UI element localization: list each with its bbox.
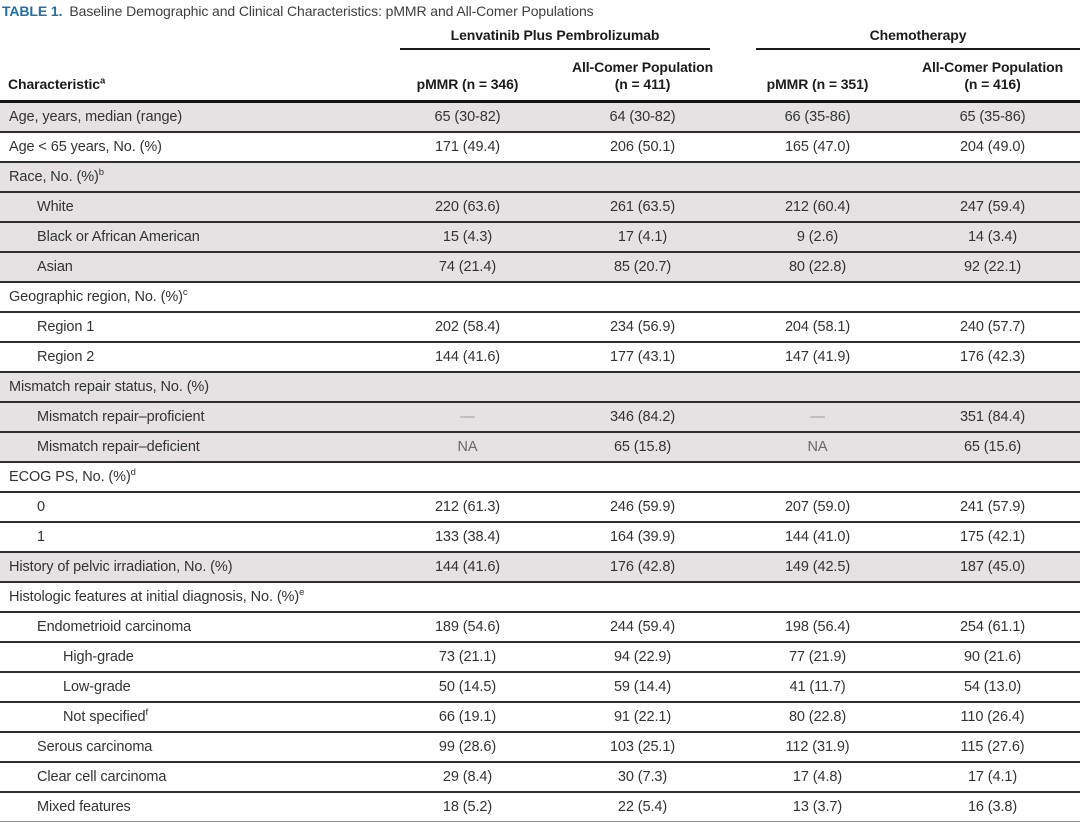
row-value: 204 (49.0) [905,132,1080,162]
column-header-allcomer-chemo: All-Comer Population (n = 416) [905,50,1080,102]
table-row [0,312,1080,342]
table-row [0,192,1080,222]
row-value: 17 (4.1) [905,762,1080,792]
row-value: 234 (56.9) [555,312,730,342]
row-value: 16 (3.8) [905,792,1080,822]
row-label: Region 1 [0,312,380,342]
row-value: 22 (5.4) [555,792,730,822]
row-value: 17 (4.1) [555,222,730,252]
row-value: 204 (58.1) [730,312,905,342]
table-row [0,342,1080,372]
row-value: NA [380,432,555,462]
table-row [0,402,1080,432]
row-value: 212 (61.3) [380,492,555,522]
row-value [905,372,1080,402]
table-row [0,522,1080,552]
footnote-marker: f [145,706,149,718]
row-value: 91 (22.1) [555,702,730,732]
row-value: 103 (25.1) [555,732,730,762]
row-value: 92 (22.1) [905,252,1080,282]
row-value: 261 (63.5) [555,192,730,222]
row-value: 212 (60.4) [730,192,905,222]
group-header-lenvatinib: Lenvatinib Plus Pembrolizumab [400,27,710,50]
row-value: 144 (41.0) [730,522,905,552]
table-row [0,582,1080,612]
row-value: 41 (11.7) [730,672,905,702]
row-label: Endometrioid carcinoma [0,612,380,642]
table-header [0,23,1080,102]
row-label: Mismatch repair–proficient [0,402,380,432]
table-row [0,732,1080,762]
row-value: 65 (15.6) [905,432,1080,462]
footnote-marker: e [299,586,305,598]
row-value [555,162,730,192]
table-body [0,102,1080,822]
row-value: 65 (35-86) [905,102,1080,132]
row-value: 147 (41.9) [730,342,905,372]
row-label: Low-grade [0,672,380,702]
row-value: — [730,402,905,432]
row-value: 50 (14.5) [380,672,555,702]
table-row [0,462,1080,492]
row-value: 176 (42.8) [555,552,730,582]
row-value: 94 (22.9) [555,642,730,672]
table-row [0,642,1080,672]
row-value: 66 (19.1) [380,702,555,732]
row-value: 149 (42.5) [730,552,905,582]
row-value: 9 (2.6) [730,222,905,252]
row-value: 177 (43.1) [555,342,730,372]
row-value [380,162,555,192]
row-value [905,462,1080,492]
table-row [0,372,1080,402]
row-value: 115 (27.6) [905,732,1080,762]
table-row [0,162,1080,192]
table-title [0,3,1080,20]
table-row [0,132,1080,162]
row-value: 77 (21.9) [730,642,905,672]
row-label: Mixed features [0,792,380,822]
row-value: 144 (41.6) [380,552,555,582]
table-row [0,492,1080,522]
row-value: 144 (41.6) [380,342,555,372]
row-label: 1 [0,522,380,552]
row-value: 220 (63.6) [380,192,555,222]
row-value: 171 (49.4) [380,132,555,162]
table-row [0,432,1080,462]
row-value: 346 (84.2) [555,402,730,432]
footnote-marker: b [98,166,104,178]
row-label: Age < 65 years, No. (%) [0,132,380,162]
table-row [0,762,1080,792]
row-value: 202 (58.4) [380,312,555,342]
row-label: ECOG PS, No. (%)$^d$ [0,462,380,492]
footnote-marker: c [182,286,188,298]
row-label: Race, No. (%)$^b$ [0,162,380,192]
row-label: 0 [0,492,380,522]
row-value [730,162,905,192]
row-label: Mismatch repair status, No. (%) [0,372,380,402]
row-value [380,372,555,402]
row-value: 66 (35-86) [730,102,905,132]
table-row [0,612,1080,642]
row-value: 14 (3.4) [905,222,1080,252]
row-value [730,582,905,612]
row-label: Black or African American [0,222,380,252]
row-value: 207 (59.0) [730,492,905,522]
table-title-text: Baseline Demographic and Clinical Characteristics: pMMR and All-Comer Populations [69,3,594,19]
row-value: 133 (38.4) [380,522,555,552]
row-label: High-grade [0,642,380,672]
group-header-lenvatinib-cell [380,23,730,50]
row-label: Serous carcinoma [0,732,380,762]
row-value: 59 (14.4) [555,672,730,702]
row-value: 240 (57.7) [905,312,1080,342]
row-value: 30 (7.3) [555,762,730,792]
row-value [555,372,730,402]
row-value: — [380,402,555,432]
row-label: Asian [0,252,380,282]
row-value [380,582,555,612]
row-value: 99 (28.6) [380,732,555,762]
row-value: 176 (42.3) [905,342,1080,372]
row-value: 241 (57.9) [905,492,1080,522]
row-value: 13 (3.7) [730,792,905,822]
table-row [0,552,1080,582]
row-value [730,462,905,492]
table-number-label: TABLE 1. [2,3,63,19]
column-header-row [0,50,1080,102]
column-header-characteristic: Characteristic$^a$ [0,50,380,102]
row-value [730,282,905,312]
row-label: Histologic features at initial diagnosis, No. (%)$^e$ [0,582,380,612]
row-value: 244 (59.4) [555,612,730,642]
row-value: 112 (31.9) [730,732,905,762]
row-value: 17 (4.8) [730,762,905,792]
row-value: 73 (21.1) [380,642,555,672]
row-value: 65 (15.8) [555,432,730,462]
row-value [905,282,1080,312]
row-label: Geographic region, No. (%)$^c$ [0,282,380,312]
group-header-spacer [0,23,380,50]
column-header-pmmr-lenva: pMMR (n = 346) [380,50,555,102]
row-value [555,462,730,492]
group-header-chemotherapy-cell [730,23,1080,50]
row-value: NA [730,432,905,462]
row-value: 110 (26.4) [905,702,1080,732]
table-row [0,702,1080,732]
row-value: 165 (47.0) [730,132,905,162]
row-label: History of pelvic irradiation, No. (%) [0,552,380,582]
row-label: Not specified$^f$ [0,702,380,732]
table-row [0,222,1080,252]
footnote-marker: d [130,466,136,478]
row-value [555,282,730,312]
row-value: 175 (42.1) [905,522,1080,552]
group-header-chemotherapy: Chemotherapy [756,27,1080,50]
treatment-group-header-row [0,23,1080,50]
table-row [0,102,1080,132]
table-row [0,792,1080,822]
row-value: 85 (20.7) [555,252,730,282]
row-label: Mismatch repair–deficient [0,432,380,462]
row-value: 254 (61.1) [905,612,1080,642]
row-value: 64 (30-82) [555,102,730,132]
row-value: 164 (39.9) [555,522,730,552]
row-label: White [0,192,380,222]
row-value: 246 (59.9) [555,492,730,522]
column-header-pmmr-chemo: pMMR (n = 351) [730,50,905,102]
row-value: 206 (50.1) [555,132,730,162]
row-value: 80 (22.8) [730,702,905,732]
row-value: 74 (21.4) [380,252,555,282]
table-row [0,672,1080,702]
row-label: Age, years, median (range) [0,102,380,132]
row-label: Region 2 [0,342,380,372]
row-value: 247 (59.4) [905,192,1080,222]
column-header-allcomer-lenva: All-Comer Population (n = 411) [555,50,730,102]
row-value: 15 (4.3) [380,222,555,252]
row-value [730,372,905,402]
baseline-characteristics-table [0,23,1080,822]
row-value [380,282,555,312]
row-value [555,582,730,612]
table-row [0,252,1080,282]
footnote-marker: a [99,75,106,87]
row-value: 29 (8.4) [380,762,555,792]
row-value: 54 (13.0) [905,672,1080,702]
row-value: 187 (45.0) [905,552,1080,582]
row-value: 18 (5.2) [380,792,555,822]
row-value [905,582,1080,612]
row-value [380,462,555,492]
table-row [0,282,1080,312]
row-value [905,162,1080,192]
row-value: 65 (30-82) [380,102,555,132]
row-value: 90 (21.6) [905,642,1080,672]
row-value: 80 (22.8) [730,252,905,282]
row-label: Clear cell carcinoma [0,762,380,792]
row-value: 351 (84.4) [905,402,1080,432]
row-value: 189 (54.6) [380,612,555,642]
row-value: 198 (56.4) [730,612,905,642]
